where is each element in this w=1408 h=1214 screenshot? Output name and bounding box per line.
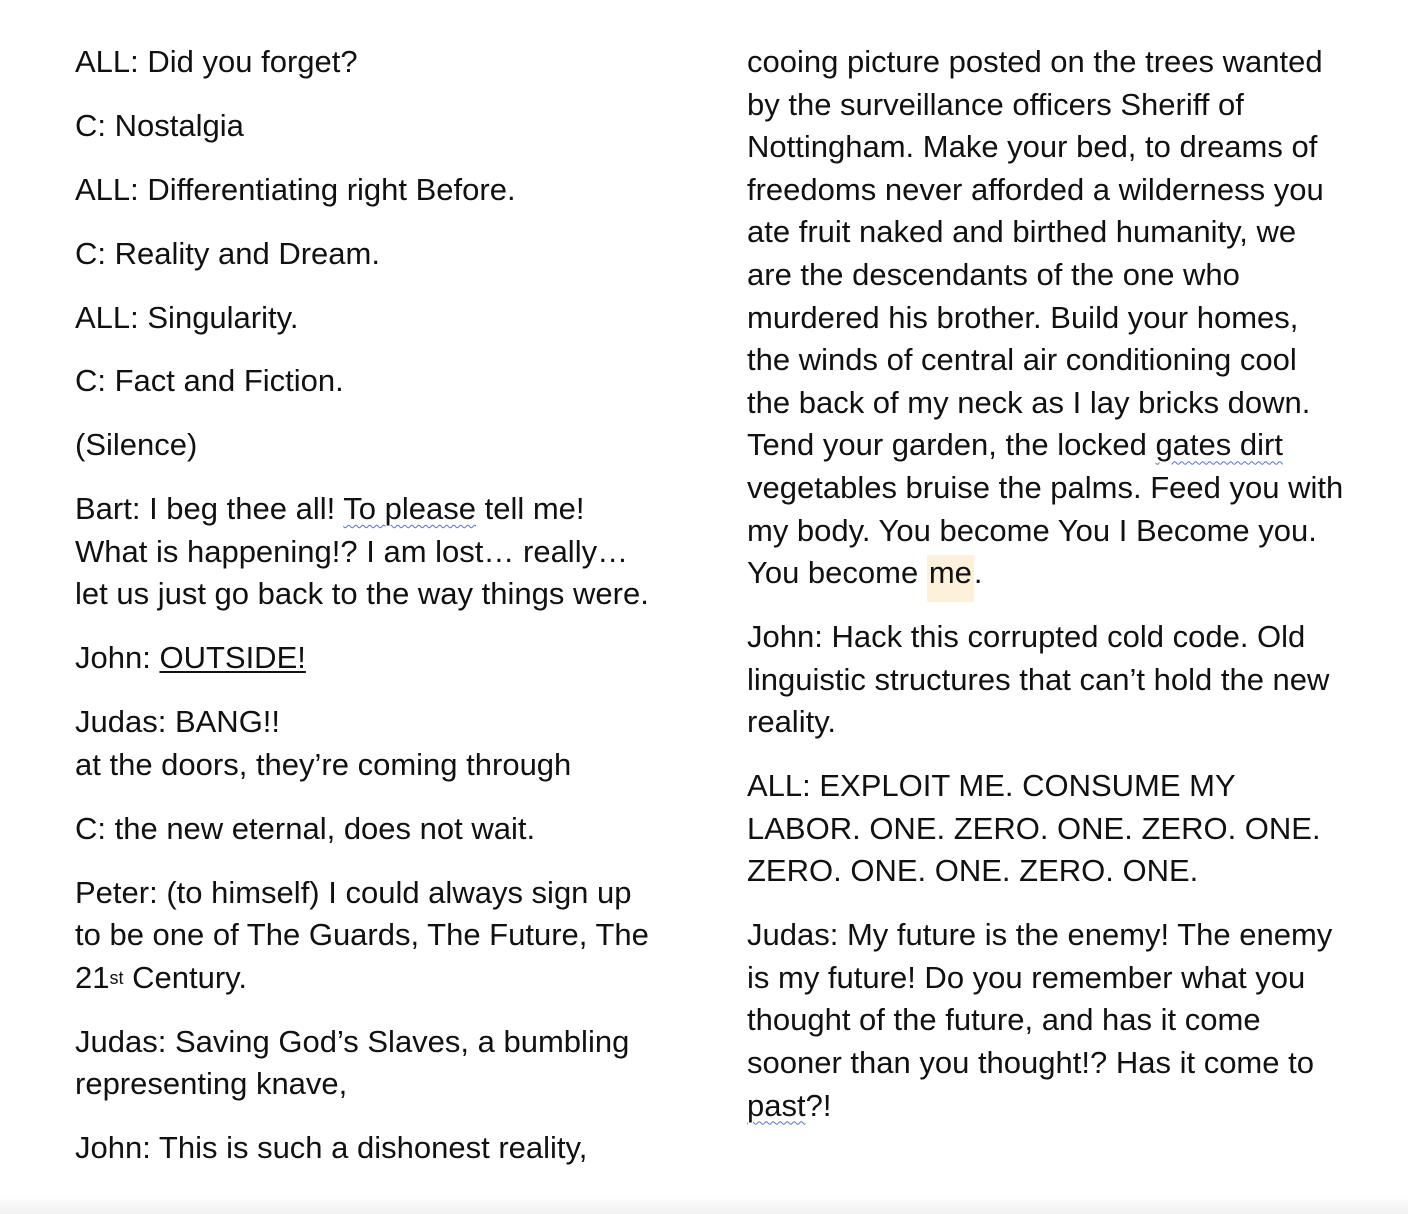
judas-future-text-c: ?! (805, 1087, 832, 1123)
underlined-outside: OUTSIDE! (159, 640, 306, 676)
cooing-text-f: . (973, 555, 983, 591)
highlighted-word[interactable]: me (928, 555, 972, 591)
line-judas-bang (75, 701, 665, 786)
cooing-text-c: vegetables bruise the palms. Feed you with my body. You become You I Become you. (747, 469, 1344, 548)
john-speaker: John: (75, 640, 160, 676)
line-c-fact: C: Fact and Fiction. (75, 363, 344, 399)
line-c-nostalgia: C: Nostalgia (75, 107, 244, 143)
peter-text-a: Peter: (to himself) I could always sign up to be one of The Guards, The Future, The 21 (75, 874, 649, 995)
line-all-differentiating: ALL: Differentiating right Before. (75, 171, 516, 207)
spellcheck-flag[interactable]: To please (343, 491, 476, 527)
line-all-forget: ALL: Did you forget? (75, 44, 358, 79)
line-c-reality: C: Reality and Dream. (75, 235, 380, 271)
bart-text-a: Bart: I beg thee all! (75, 491, 344, 527)
paragraph-cooing (747, 41, 1347, 595)
line-judas-future (747, 914, 1347, 1127)
spellcheck-flag[interactable]: past (747, 1087, 806, 1123)
judas-bang-line1: Judas: BANG!! (75, 704, 281, 740)
right-column (747, 41, 1347, 1148)
line-bart (75, 488, 665, 616)
page-bottom-fade (0, 1196, 1408, 1214)
line-c-eternal: C: the new eternal, does not wait. (75, 810, 536, 846)
line-peter (75, 872, 665, 1000)
superscript-st: st (109, 967, 124, 988)
line-silence: (Silence) (75, 427, 198, 463)
line-all-exploit: ALL: EXPLOIT ME. CONSUME MY LABOR. ONE. ZERO. ONE. ZERO. ONE. ZERO. ONE. ONE. ZERO. ONE. (747, 768, 1321, 889)
judas-bang-line2: at the doors, they’re coming through (75, 746, 572, 782)
line-judas-saving: Judas: Saving God’s Slaves, a bumbling representing knave, (75, 1023, 630, 1102)
bart-text-c: tell me! What is happening!? I am lost… really… let us just go back to the way things were. (75, 491, 649, 612)
line-john-outside (75, 637, 665, 680)
left-column (75, 41, 665, 1191)
spellcheck-flag[interactable]: gates dirt (1155, 427, 1283, 463)
line-john-hack: John: Hack this corrupted cold code. Old linguistic structures that can’t hold the new reality. (747, 619, 1330, 740)
cooing-text-d: You become (747, 555, 927, 591)
judas-future-text-a: Judas: My future is the enemy! The enemy is my future! Do you remember what you thought of the future, and has it come sooner than you thought!? Has it come to (747, 917, 1333, 1080)
line-all-singularity: ALL: Singularity. (75, 299, 299, 335)
line-john-dishonest: John: This is such a dishonest reality, (75, 1130, 588, 1166)
cooing-text-a: cooing picture posted on the trees wanted by the surveillance officers Sheriff of Nottingham. Make your bed, to dreams of freedoms never afforded a wilderness you ate fruit naked and birthed humanity, we are the descendants of the one who murdered his brother. Build your homes, the winds of central air conditioning cool the back of my neck as I lay bricks down. Tend your garden, the locked (747, 44, 1324, 463)
peter-text-b: Century. (123, 959, 247, 995)
